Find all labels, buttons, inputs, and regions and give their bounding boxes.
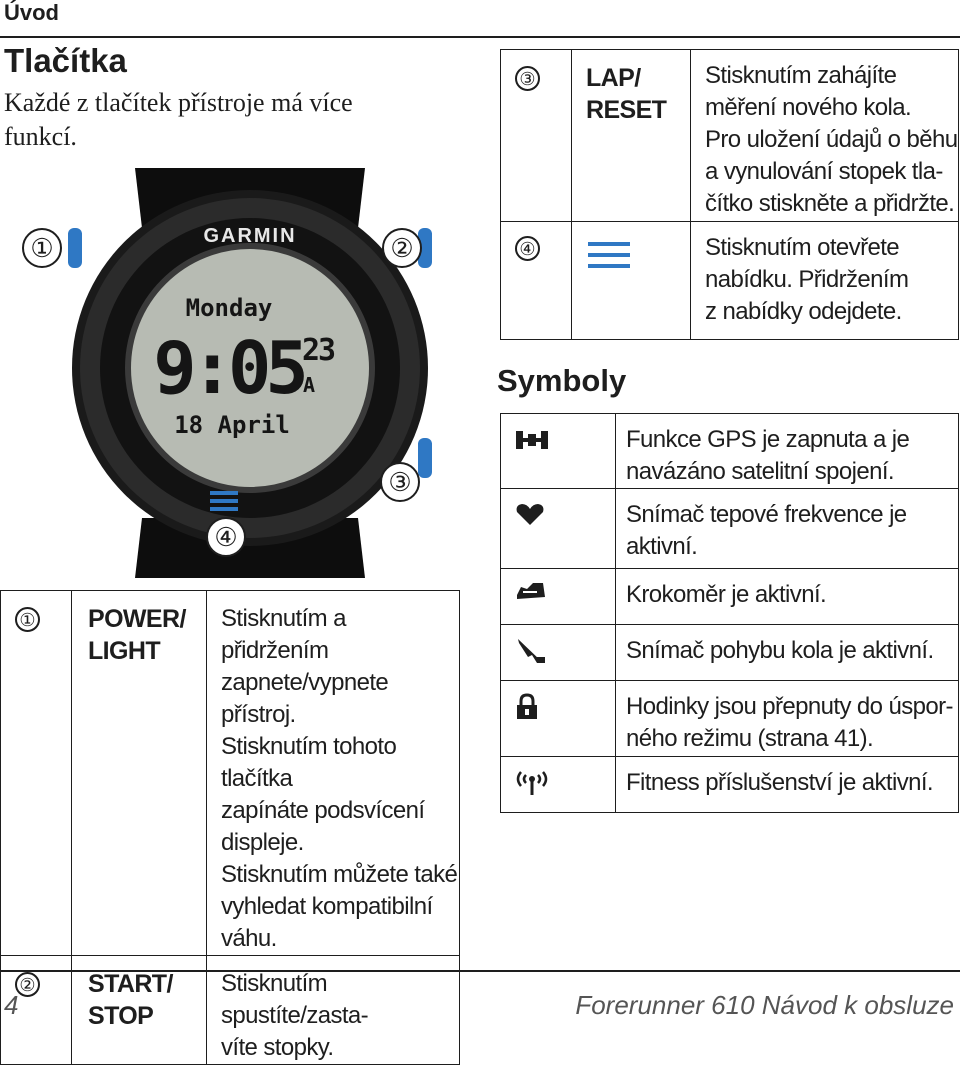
button-number: ②: [15, 972, 40, 997]
button-desc-line: Stisknutím můžete také: [221, 861, 458, 888]
symbol-desc-line: Hodinky jsou přepnuty do úspor-: [626, 693, 953, 720]
callout-2: ②: [382, 228, 422, 268]
table-row: [501, 625, 959, 681]
brand-logo: GARMIN: [203, 225, 297, 247]
symbol-desc-line: aktivní.: [626, 533, 698, 560]
symbol-desc-cell: [616, 569, 959, 625]
button-desc-cell: [691, 50, 959, 222]
button-desc-line: a vynulování stopek tla-: [705, 158, 943, 185]
symbol-icon-cell: [501, 757, 616, 813]
buttons-table-right: [500, 49, 959, 340]
watch-day: Monday: [185, 294, 273, 322]
page-number: 4: [4, 990, 19, 1020]
button-desc-line: Stisknutím zahájíte: [705, 62, 897, 89]
button-label: POWER/: [88, 605, 186, 633]
symbol-desc-cell: [616, 681, 959, 757]
button-number: ④: [515, 236, 540, 261]
watch-seconds: 23: [302, 333, 335, 368]
button-desc-line: Stisknutím spustíte/zasta-: [221, 970, 369, 1029]
button-desc-line: displeje.: [221, 829, 304, 856]
symbol-desc-cell: [616, 757, 959, 813]
lock-icon: [515, 693, 539, 721]
button-number: ③: [515, 66, 540, 91]
fitness-antenna-icon: [515, 769, 549, 797]
button-label-cell: [572, 222, 691, 340]
button-desc-line: čítko stiskněte a přidržte.: [705, 190, 955, 217]
table-row: [1, 591, 460, 956]
symbol-desc-cell: [616, 625, 959, 681]
button-number-cell: [1, 591, 72, 956]
button-number: ①: [15, 607, 40, 632]
button-desc-line: nabídku. Přidržením: [705, 266, 909, 293]
button-desc-line: Stisknutím otevřete: [705, 234, 900, 261]
button-desc-line: Pro uložení údajů o běhu: [705, 126, 958, 153]
symbol-desc-line: Snímač tepové frekvence je: [626, 501, 907, 528]
symbols-heading: Symboly: [497, 363, 627, 398]
button-desc-line: zapínáte podsvícení: [221, 797, 425, 824]
menu-icon: [586, 240, 632, 270]
section-label: Úvod: [4, 0, 59, 25]
button-desc-line: měření nového kola.: [705, 94, 912, 121]
button-label: STOP: [88, 1002, 154, 1030]
power-light-side-button: [68, 228, 82, 268]
button-desc-line: víte stopky.: [221, 1034, 334, 1061]
shoe-icon: [515, 581, 547, 601]
symbol-desc-line: ného režimu (strana 41).: [626, 725, 874, 752]
header-divider: [0, 36, 960, 38]
intro-text: Každé z tlačítek přístroje má více funkcí.: [4, 88, 353, 151]
button-label: LIGHT: [88, 637, 160, 665]
watch-ampm: A: [303, 373, 316, 397]
symbol-icon-cell: [501, 625, 616, 681]
symbol-icon-cell: [501, 489, 616, 569]
symbol-desc-line: Krokoměr je aktivní.: [626, 581, 827, 608]
button-desc-cell: [207, 591, 460, 956]
callout-1: ①: [22, 228, 62, 268]
symbol-desc-line: Funkce GPS je zapnuta a je: [626, 426, 910, 453]
gps-satellite-icon: [515, 428, 549, 452]
button-desc-line: vyhledat kompatibilní: [221, 893, 433, 920]
symbol-desc-cell: [616, 414, 959, 489]
button-label: START/: [88, 970, 173, 998]
callout-4: ④: [206, 517, 246, 557]
footer-divider: [0, 970, 960, 972]
watch-time: 9:05: [153, 326, 303, 410]
table-row: [501, 489, 959, 569]
symbols-table: [500, 413, 959, 813]
page-title: Tlačítka: [4, 42, 127, 79]
button-number-cell: [501, 50, 572, 222]
footer-title: Forerunner 610 Návod k obsluze: [575, 990, 954, 1020]
table-row: [501, 414, 959, 489]
bike-sensor-icon: [515, 637, 547, 665]
button-label-cell: [572, 50, 691, 222]
watch-date: 18 April: [174, 411, 290, 439]
table-row: [501, 569, 959, 625]
table-row: [501, 222, 959, 340]
heart-icon: [515, 503, 545, 527]
callout-3: ③: [380, 462, 420, 502]
table-row: [501, 681, 959, 757]
table-row: [501, 757, 959, 813]
button-desc-line: váhu.: [221, 925, 277, 952]
lap-reset-side-button: [418, 438, 432, 478]
symbol-desc-line: Fitness příslušenství je aktivní.: [626, 769, 933, 796]
symbol-desc-cell: [616, 489, 959, 569]
button-desc-cell: [691, 222, 959, 340]
button-desc-line: Stisknutím a přidržením: [221, 605, 346, 664]
button-label: LAP/: [586, 64, 641, 92]
button-desc-line: zapnete/vypnete přístroj.: [221, 669, 389, 728]
menu-bezel-icon: [210, 491, 238, 511]
button-label: RESET: [586, 96, 667, 124]
button-desc-line: z nabídky odejdete.: [705, 298, 902, 325]
button-desc-line: Stisknutím tohoto tlačítka: [221, 733, 397, 792]
symbol-icon-cell: [501, 569, 616, 625]
symbol-icon-cell: [501, 414, 616, 489]
table-row: [501, 50, 959, 222]
symbol-desc-line: navázáno satelitní spojení.: [626, 458, 894, 485]
button-number-cell: [501, 222, 572, 340]
button-label-cell: [72, 591, 207, 956]
symbol-icon-cell: [501, 681, 616, 757]
buttons-table-left: [0, 590, 460, 1065]
symbol-desc-line: Snímač pohybu kola je aktivní.: [626, 637, 934, 664]
